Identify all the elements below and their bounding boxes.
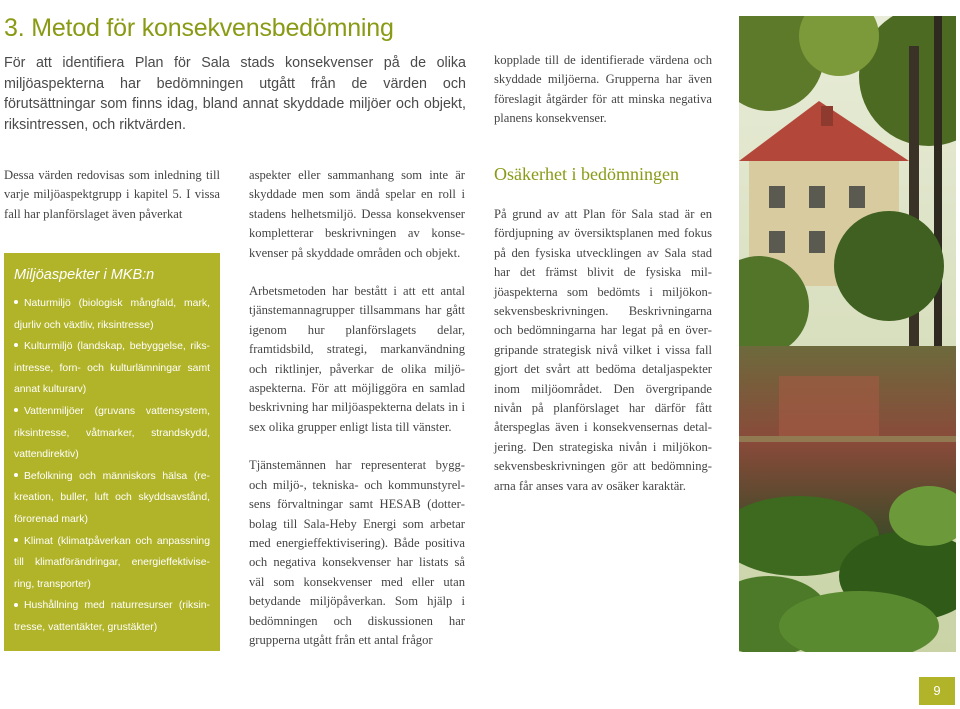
column-3-paragraph: På grund av att Plan för Sala stad är en fördjupning av översiktsplanen med fokus på den fysiska utvecklingen av Sala stad har det främst blivit de fysiska miljöaspekterna som bedömts i miljökonsekvensbeskrivningen. Beskrivningarna och bedömningarna har legat på en övergripande strategisk nivå vilket i vissa fall gjort det svårt att bedöma detaljaspekter inom miljöområdet. Den övergripande nivån på planförslaget har därför fått återspeglas även i konsekvensernas detaljering. Den strategiska nivån i miljökonsekvensbeskrivningen gör att bedömningarna får anses vara av osäker karaktär. bbox=[494, 207, 712, 493]
section-heading: Osäkerhet i bedömningen bbox=[494, 164, 679, 184]
page-title: 3. Metod för konsekvensbedömning bbox=[4, 14, 394, 42]
aspect-list bbox=[14, 293, 210, 639]
column-2-paragraph: Arbetsmetoden har bestått i att ett antal tjänstemannagrupper tillsammans har gått igenom hur planförslagets delar, framtidsbild, strategi, markanvändning och riktlinjer, påverkar de olika miljöaspekterna. För att möjliggöra en samlad beskrivning har miljöaspekterna delats in i sex olika grupper enligt lista till vänster. bbox=[249, 284, 465, 434]
house-photo bbox=[739, 16, 956, 652]
page-number: 9 bbox=[919, 677, 955, 705]
column-2 bbox=[249, 166, 465, 669]
list-item: Naturmiljö (biologisk mångfald, mark, djurliv och växtliv, riksintresse) bbox=[14, 298, 210, 331]
environment-aspects-box bbox=[4, 253, 220, 651]
box-title: Miljöaspekter i MKB:n bbox=[14, 267, 155, 283]
list-item: Befolkning och människors hälsa (rekreation, buller, luft och skyddsavstånd, förorenad mark) bbox=[14, 470, 210, 525]
column-3-paragraph: kopplade till de identifierade värdena och skyddade miljöerna. Grupperna har även föreslagit åtgärder för att minska negativa planens konsekvenser. bbox=[494, 53, 712, 126]
column-1-paragraph: Dessa värden redovisas som inledning till varje miljöaspektgrupp i kapitel 5. I vissa fall har planförslaget även påverkat bbox=[4, 168, 220, 221]
bullet-icon bbox=[14, 473, 18, 477]
list-item: Kulturmiljö (landskap, bebyggelse, riksintresse, forn- och kulturlämningar samt annat kulturarv) bbox=[14, 341, 210, 396]
bullet-icon bbox=[14, 408, 18, 412]
list-item: Klimat (klimatpåverkan och anpassning till klimatförändringar, energieffektivisering, transporter) bbox=[14, 535, 210, 590]
bullet-icon bbox=[14, 603, 18, 607]
bullet-icon bbox=[14, 343, 18, 347]
column-2-paragraph: aspekter eller sammanhang som inte är skyddade men som ändå spelar en roll i stadens helhetsmiljö. Dessa konsekvenser kompletterar beskrivningen av konsekvenser på skyddade områden och objekt. bbox=[249, 168, 465, 260]
list-item: Vattenmiljöer (gruvans vattensystem, riksintresse, våtmarker, strandskydd, vattendirektiv) bbox=[14, 405, 210, 461]
bullet-icon bbox=[14, 300, 18, 304]
column-2-paragraph: Tjänstemännen har representerat bygg- och miljö-, tekniska- och kommunstyrelsens förvaltningar samt HESAB (dotterbolag till Sala-Heby Energi som arbetar med energieffektivisering). Både positiva och negativa konsekvenser har listats så väl som konsekvenser med eller utan betydande miljöpåverkan. Som hjälp i bedömningen och diskussionen har grupperna utgått från ett antal frågor bbox=[249, 458, 465, 647]
list-item: Hushållning med naturresurser (riksintresse, vattentäkter, grustäkter) bbox=[14, 600, 210, 633]
bullet-icon bbox=[14, 538, 18, 542]
intro-paragraph: För att identifiera Plan för Sala stads konsekvenser på de olika miljöaspekterna har bedömningen utgått från de värden och förutsättningar som finns idag, bland annat skyddade miljöer och objekt, riksintressen, och riktvärden. bbox=[4, 55, 466, 133]
